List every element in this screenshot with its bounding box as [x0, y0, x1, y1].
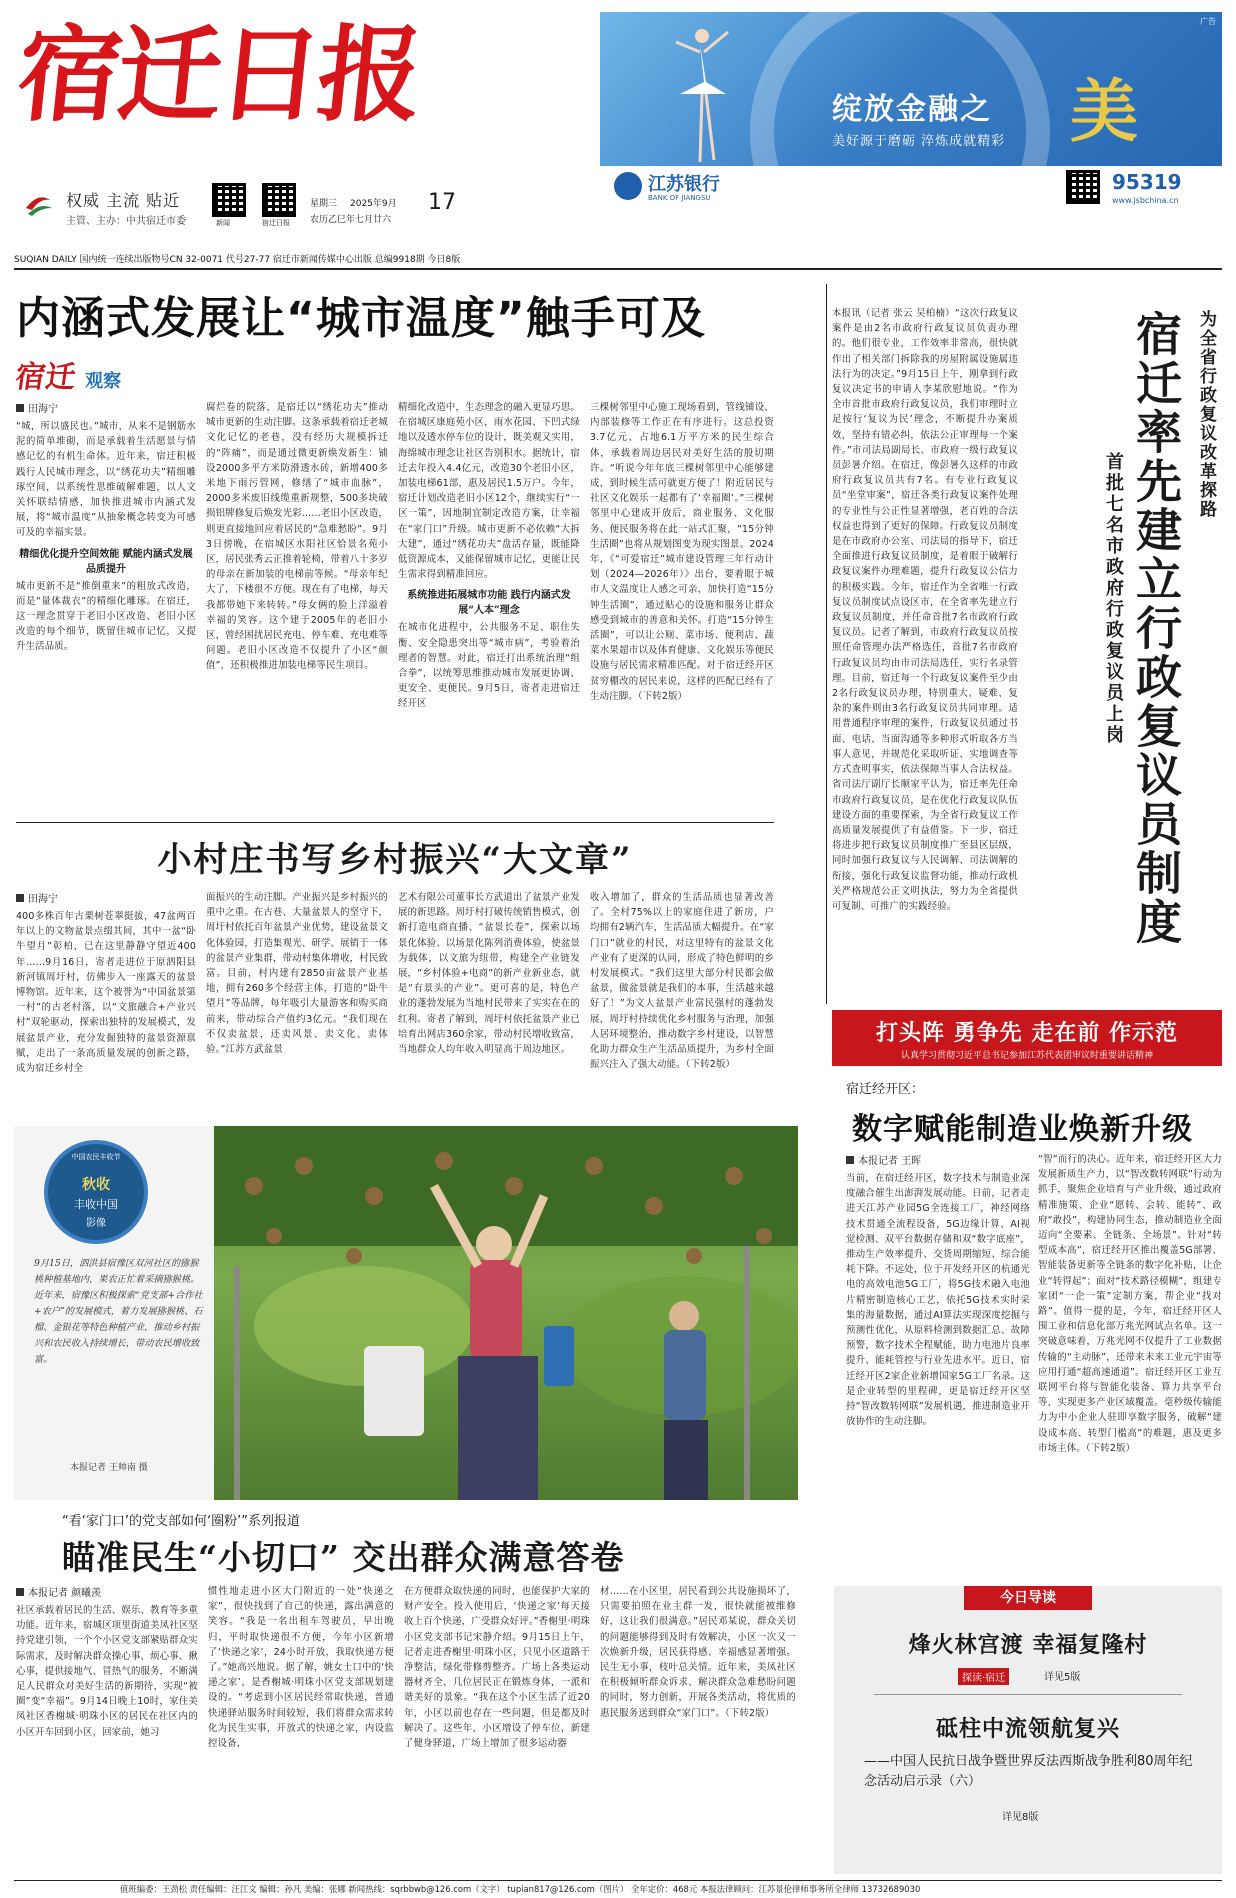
day-number: 17	[428, 190, 456, 215]
guide-item2-title[interactable]: 砥柱中流领航复兴	[935, 1717, 1120, 1742]
badge-sub-2: 影像	[86, 1218, 106, 1229]
party-col-2	[208, 1584, 394, 1866]
side-subtitle: 首批七名市政府行政复议员上岗	[1103, 452, 1124, 746]
masthead-logo-icon	[22, 188, 54, 220]
top-rule	[14, 268, 1222, 270]
banner-title: 打头阵 勇争先 走在前 作示范	[876, 1021, 1178, 1046]
column-tag: 观察	[85, 371, 122, 392]
bank-advertisement[interactable]	[600, 12, 1222, 208]
econ-headline: 数字赋能制造业焕新升级	[852, 1112, 1193, 1147]
village-col-4	[590, 890, 774, 1120]
qr-code-2[interactable]	[262, 183, 296, 217]
lead-col-4	[590, 400, 774, 820]
ad-subline: 美好源于磨砺 淬炼成就精彩	[832, 134, 1006, 149]
lead-col-1	[16, 400, 196, 820]
qr-label-2: 宿迁日报	[262, 219, 290, 227]
party-col4-text: 材……在小区里，居民看到公共设施损坏了，只需要拍照在业主群一发，很快就能被维修好，这让我们很满意。”居民邓某说，群众关切的问题能够得到及时有效解决，小区一次又一次焕新升级，居民获得感、幸福感显著增强。民生无小事，枝叶总关情。近年来，美凤社区在积极倾听群众诉求、解决群众急难愁盼问题的同时，努力创新，开展各类活动，将优质的惠民服务送到群众“家门口”。（下转2版）	[600, 1586, 796, 1719]
lead-divider	[16, 822, 774, 823]
party-kicker: “看‘家门口’的党支部如何‘圈粉’”系列报道	[62, 1514, 300, 1529]
campaign-banner	[832, 1010, 1222, 1066]
bank-name-en: BANK OF JIANGSU	[648, 194, 711, 202]
lead-headline: 内涵式发展让“城市温度”触手可及	[16, 293, 706, 344]
date: 2025年9月	[350, 199, 397, 209]
lead-col4-text: 三棵树邻里中心施工现场看到，管线铺设、内部装修等工作正在有序进行。这总投资3.7亿元、占地6.1万平方米的民生综合体，承载着周边居民对美好生活的殷切期许。“听说今年年底三棵树邻里中心能够建成，到时候生活可就更方便了！附近居民与社区文化娱乐一起都有了‘幸福圈’。”三棵树邻里中心建成开放后，商业服务、文化服务、便民服务将在此一站式汇聚，“15分钟生活圈”也将从规划图变为现实图景。2024年，《“可爱宿迁”城市建设管理三年行动计划（2024—2026年）》出台，要着眼于城市人文温度让人感之可亲，加快打造“15分钟生活圈”，通过贴心的设施和服务让群众感受到城市的善意和关怀。打造“15分钟生活圈”，可以让公厕、菜市场、便利店、蔬菜水果超市以及体育健康、文化娱乐等便民设施与居民需求精准匹配。对于宿迁经开区贫穷棚改的居民来说，这样的匹配已经有了生动注脚。（下转2版）	[590, 402, 774, 702]
info-line: SUQIAN DAILY 国内统一连续出版物号CN 32-0071 代号27-77 宿迁市新闻传媒中心出版 总编9918期 今日8版	[14, 255, 461, 265]
photo-credit: 本报记者 王帅南 摄	[70, 1463, 148, 1473]
econ-byline: 本报记者 王晖	[846, 1152, 1030, 1167]
party-byline: 本报记者 颜曦羡	[16, 1584, 198, 1599]
column-logo	[13, 352, 196, 395]
qr-code-1[interactable]	[212, 183, 246, 217]
lead-col3b-text: 在城市化进程中，公共服务不足、职住失衡、安全隐患突出等“城市病”，考验着治理者的智慧。对此，宿迁打出系统治理“组合拳”，以统筹思维推动城市发展更协调、更安全、更便民。9月5日，寄者走进宿迁经开区	[398, 622, 580, 710]
side-text-body: 本报讯（记者 张云 吴柏楠）“这次行政复议案件是由2名市政府行政复议员负责办理的。他们很专业，工作效率非常高，很快就作出了相关部门拆除我的房屋附属设施属违法行为的决定。”9月15日上午，刚拿到行政复议决定书的申请人李某欣慰地说。“作为全市首批市政府行政复议员，我们审理时立足按行‘复议为民’理念，不断提升办案质效，坚持有错必纠，依法公正审理每一个案件。”市司法局副局长、市政府一级行政复议员彭暑介绍。在宿迁，像彭暑久这样的市政府行政复议员共有7名。有专业行政复议员“坐堂审案”，宿迁各类行政复议案件处理的专业性与公正性显著增强，老百姓的合法权益也得到了更好的保障。行政复议员制度是在市政府办公室、司法局的指导下，宿迁全面推进行政复议员制度，是着眼于破解行政复议案件办理难题，提升行政复议公信力的积极实践。今年，宿迁作为全省唯一行政复议员制度试点设区市，在全省率先建立行政复议员制度，并任命首批7名市政府行政复议员。记者了解到，市政府行政复议员按照任命管理办法严格选任，首批7名市政府行政复议员均由市司法局选任，实行名录管理。目前，宿迁每一个行政复议案件至少由2名行政复议员办理，特别重大、疑难、复杂的案件则由3名行政复议员共同审理。适用普通程序审理的案件，行政复议员通过书面、电话、当面沟通等多种形式听取各方当事人意见，并规范化采取听证、实地调查等方式查明事实，依法保障当事人合法权益。省司法厅副厅长顺家平认为，宿迁率先任命市政府行政复议员，是在优化行政复议队伍建设方面的重要探索，为全省行政复议工作高质量发展提供了有益借鉴。下一步，宿迁将进步把行政复议员制度推广至县区层级，同时加强行政复议与人民调解、司法调解的衔接，强化行政复议监督功能，推动行政机关严格规范公正文明执法，努力为全省提供可复制、可推广的实践经验。	[832, 308, 1018, 912]
bank-name: 江苏银行	[648, 174, 720, 195]
party-col1-text: 社区承载着居民的生活、娱乐、教育等多重功能。近年来，宿城区项里街道美凤社区坚持党建引领，一个个小区党支部紧贴群众实际需求，及时解决群众操心事、烦心事、揪心事，提供接地气、冒热气的服务，不断满足人民群众对美好生活的新期待，实现“被圈”变“幸福”。9月14日晚上10时，家住美凤社区香榭城·明珠小区的居民在社区内的小区开车回到小区，回家前，她习	[16, 1605, 198, 1738]
footer-rule	[14, 1880, 1222, 1881]
guide-header: 今日导读	[964, 1586, 1092, 1610]
party-col3-text: 在方便群众取快递的同时，也能保护大家的财产安全。投入使用后，‘快递之家’每天接收上百个快递，广受群众好评。”香榭里·明珠小区党支部书记宋静介绍。9月15日上午，记者走进香榭里·明珠小区，只见小区道路干净整洁，绿化带修剪整齐。广场上各类运动器材齐全，几位居民正在锻炼身体，一派和谐美好的景象。“我在这个小区生活了近20年，小区以前也存在一些问题，但是都及时解决了。这些年，小区增设了停车位，新建了健身驿道，广场上增加了很多运动器	[404, 1586, 590, 1750]
sponsor-line: 主管、主办：中共宿迁市委	[66, 216, 186, 227]
econ-col-2	[1038, 1152, 1222, 1572]
village-col-3	[398, 890, 580, 1120]
village-headline: 小村庄书写乡村振兴“大文章”	[157, 840, 633, 880]
side-headline: 宿迁率先建立行政复议员制度	[1129, 310, 1183, 947]
footer-text: 值班编委：王劲松 责任编辑：汪江文 编辑：孙凡 美编：张娜 新闻热线：sqrbbwb@126.com（文字） tupian817@126.com（图片） 全年定价：468元 本报法律顾问：江苏景伦律师事务所全律师 13732689030	[120, 1884, 921, 1894]
village-col3-text: 艺术有限公司董事长方武道出了盆景产业发展的新思路。周圩村打破传统销售模式，创新打造电商直播、“盆景长卷”，探索以场景化体验、以场景化陈列消费体验，使盆景为载体，以文旅为纽带，构建全产业链发展，“乡村体验+电商”的新产业新业态，就是“有景头的产业”。更可喜的是，特色产业的蓬勃发展为当地村民带来了实实在在的红利。寄者了解到，周圩村依托盆景产业已培育出网店360余家，带动村民增收致富，当地群众人均年收入明显高于周边地区。	[398, 892, 580, 1056]
qr-label-1: 新闻	[216, 219, 230, 227]
ad-qr-code[interactable]	[1066, 170, 1100, 204]
ballerina-figure	[670, 22, 730, 172]
econ-col-1	[846, 1152, 1030, 1572]
ad-headline: 绽放金融之	[832, 92, 992, 127]
side-text	[832, 306, 1018, 1006]
village-col-2	[206, 890, 388, 1120]
lead-col1b-text: 城市更新不是“推倒重来”的粗放式改造，而是“量体裁衣”的精细化雕琢。在宿迁，这一理念贯穿于老旧小区改造、老旧小区改造的每个细节，既留住城市记忆，又提升生活品质。	[16, 580, 196, 653]
lunar-date: 农历乙巳年七月廿六	[310, 215, 392, 225]
side-kicker: 为全省行政复议改革探路	[1196, 310, 1216, 519]
lead-col3-text: 精细化改造中，生态理念的融入更显巧思。在宿城区康庭苑小区，雨水花园、下凹式绿地以及透水停车位的设计，既美观又实用，海绵城市理念让社区告别积水。据统计，宿迁去年投入4.4亿元，改造30个老旧小区，加装电梯61部，惠及居民1.5万户。今年，宿迁计划改造老旧小区12个，继续实行“一区一策”，因地制宜制定改造方案，让幸福在“家门口”升级。城市更新不必依赖“大拆大建”，通过“绣花功夫”盘活存量，既能降低资源成本，又能保留城市记忆，更能让民生需求得到精准回应。	[398, 402, 580, 581]
village-col2-text: 面振兴的生动注脚。产业振兴是乡村振兴的重中之重。在古巷、大量盆景人的坚守下，周圩村依托百年盆景产业优势，建设盆景文化体验园，打造集观光、研学、展销于一体的盆景产业集群，带动村集体增收，村民致富。目前，村内建有2850亩盆景产业基地，拥有260多个经营主体，打造的“卧牛望月”等品牌，每年吸引大量游客和购买商前来，带动综合产值约3亿元。“我们现在不仅卖盆景，还卖风景、卖文化、卖体验。”江苏方武盆景	[206, 892, 388, 1056]
bank-hotline: 95319	[1112, 170, 1182, 194]
bank-logo-icon	[614, 172, 642, 200]
badge-sub: 丰收中国	[74, 1198, 118, 1211]
village-col-1	[16, 890, 196, 1120]
harvest-badge	[44, 1140, 148, 1244]
guide-item2-subtitle: ——中国人民抗日战争暨世界反法西斯战争胜利80周年纪念活动启示录（六）	[864, 1754, 1193, 1789]
party-headline: 瞄准民生“小切口” 交出群众满意答卷	[62, 1538, 625, 1577]
party-col-4	[600, 1584, 796, 1866]
newspaper-title: 宿迁日报	[11, 13, 425, 136]
econ-col2-text: “智”而行的决心。近年来，宿迁经开区大力发展新质生产力，以“智改数转网联”行动为抓手，聚焦企业培育与产业升级，通过政府精准施策、企业“愿转、会转、能转”、政府“敢投”，构建协同生态，推动制造业全面迈向“全要素、全链条、全场景”。针对“转型成本高”，宿迁经开区推出覆盖5G部署、智能装备更新等全链条的数字化补贴，让企业“转得起”；面对“技术路径模糊”，组建专家团“一企一策”定制方案，帮企业“找对路”。值得一提的是，今年，宿迁经开区人围工业和信息化部万兆光网试点名单。这一突破意味着，万兆光网不仅提升了工业数据传输的“主动脉”，还带来未来工业元宇宙等应用打通“超高速通道”。宿迁经开区工业互联网平台将与智能化装备、算力共享平台等，实现更多产业区域覆盖。毫秒级传输能力为中小企业人驻即享数字服务，破解“建设成本高、转型门槛高”的难题，惠及更多市场主体。（下转2版）	[1038, 1154, 1222, 1454]
lead-subhead-1: 精细优化提升空间效能 赋能内涵式发展品质提升	[19, 548, 193, 575]
party-col-3	[404, 1584, 590, 1866]
side-column-rule	[826, 284, 827, 1004]
party-col-1	[16, 1584, 198, 1866]
guide-separator	[874, 1694, 1182, 1695]
econ-col1-text: 当前，在宿迁经开区，数字技术与制造业深度融合催生出澎湃发展动能。日前，记者走进天江苏产业园5G全连接工厂，神经网络技术贯通全流程设备，5G边缘计算、AI视觉检测、双平台数据存储和双“数字底座”，推动生产效率提升、交货周期缩短、综合能耗下降。不远处，位于开发经开区的杭通光电的高效电池5G工厂，将5G技术融入电池片精密制造核心工艺，依托5G技术实时采集的海量数据，通过AI算法实现深度挖掘与预测性优化，从原料检测到数据汇总、故障预警，数字技术全程赋能，助力电池片良率提升、能耗管控与行业先进水平。近日，宿迁经开区2家企业新增国家5G工厂名录。这是企业转型的里程碑，更是宿迁经开区坚持“智改数转网联”发展机遇，推进制造业开放协作的生动注脚。	[846, 1173, 1030, 1428]
guide-item1-tag: 探读·宿迁	[958, 1668, 1009, 1685]
badge-title: 秋收	[82, 1177, 110, 1193]
weekday: 星期三	[310, 199, 338, 209]
column-logo-text: 宿迁	[13, 360, 78, 395]
badge-ring-text: 中国农民丰收节	[71, 1153, 121, 1161]
guide-item2-page: 详见8版	[1002, 1812, 1039, 1823]
photo-caption: 9月15日，泗洪县宿豫区双河社区的猕猴桃种植基地内，果农正忙着采摘猕猴桃。近年来，宿豫区积极探索“党支部+合作社+农户”的发展模式，着力发展猕猴桃、石榴、金银花等特色种植产业，推动乡村振兴和农民收入持续增长，带动农民增收致富。	[34, 1258, 203, 1365]
bank-url: www.jsbchina.cn	[1112, 196, 1179, 205]
slogan: 权威 主流 贴近	[66, 191, 181, 210]
party-col2-text: 惯性地走进小区大门附近的一处“快递之家”，很快找到了自己的快递，露出满意的笑容。“我是一名出租车驾驶员，早出晚归，平时取快递很不方便，今年小区新增了‘快递之家’，24小时开放，我取快递方便了。”她高兴地说。据了解，姚女士口中的‘快递之家’，是香榭城·明珠小区党支部规划建设的。“考虑到小区居民经常取快递，普通快递驿站服务时间较短，我们将群众需求转化为民生实事，开放式的快递之家，内设监控设备，	[208, 1586, 394, 1750]
lead-subhead-2: 系统推进拓展城市功能 践行内涵式发展“人本”理念	[407, 590, 571, 617]
lead-col1-text: “城，所以盛民也。”城市，从来不是钢筋水泥的简单堆砌，而是承载着生活愿景与情感记忆的有机生命体。近年来，宿迁积极践行人民城市理念，以“绣花功夫”精细雕琢空间，以系统性思维破解难题，以人文关怀联结情感，加快推进城市内涵式发展，将“城市温度”从抽象概念转变为可感可及的幸福实景。	[16, 421, 196, 539]
lead-col-3	[398, 400, 580, 820]
econ-kicker: 宿迁经开区：	[846, 1082, 925, 1097]
lead-col2-text: 腐烂卷的院落，是宿迁以“绣花功夫”推动城市更新的生动注脚。这条承载着宿迁老城文化记忆的老巷，没有经历大规模拆迁的“阵痛”，而是通过微更新焕发新生：铺设2000多平方米防滑透水砖，新增400多米地下雨污管网，修缮了“城市血脉”，2000多米废旧线缆重新规整，500多块破损铝牌修复后焕发光彩……老旧小区改造，则更直接地回应着居民的“急难愁盼”。9月3日傍晚，在宿城区水阳社区恰景名苑小区，居民张秀云正推着轮椅，带着八十多岁的母亲在新加装的电梯前等候。“母亲年纪大了，下楼很不方便。现在有了电梯，每天我都带她下来转转。”母女俩的脸上洋溢着幸福的笑容。这个建于2005年的老旧小区，曾经困扰居民充电、停车难、充电难等问题。老旧小区改造不仅提升了小区“颜值”，还积极推进加装电梯等民生项目。	[206, 402, 388, 672]
banner-subtitle: 认真学习贯彻习近平总书记参加江苏代表团审议时重要讲话精神	[900, 1051, 1153, 1061]
lead-byline: 田海宁	[16, 400, 196, 415]
guide-item1-page: 详见5版	[1044, 1672, 1081, 1683]
village-byline: 田海宁	[16, 890, 196, 905]
photo-block	[14, 1126, 798, 1500]
kiwi-orchard-photo	[214, 1126, 798, 1500]
guide-item1-title[interactable]: 烽火林宫渡 幸福复隆村	[908, 1633, 1148, 1658]
lead-col-2	[206, 400, 388, 820]
ad-tag: 广告	[1200, 17, 1216, 26]
village-col1-text: 400多株百年古栗树苍翠挺拔，47盆两百年以上的文物盆景点缀其间，其中一盆“卧牛望月”彰柏，已在这里静静守望近400年……9月16日，寄者走进位于原泗阳县新河镇周圩村，仿佛步入一座露天的盆景博物馆。近年来，这个被誉为“中国盆景第一村”的古老村落，以“文旅融合+产业兴村”双轮驱动，探索出独特的发展模式，发展盆景产业，充分发掘独特的盆景资源禀赋，走出了一条高质量发展的创新之路，成为宿迁乡村全	[16, 911, 196, 1075]
ad-headline-big: 美	[1070, 72, 1139, 152]
todays-guide	[834, 1586, 1222, 1874]
village-col4-text: 收入增加了，群众的生活品质也显著改善了。全村75%以上的家庭住进了新房，户均拥有2辆汽车，生活品质大幅提升。在“家门口”就业的村民，对这里特有的盆景文化产业有了更深的认同，形成了特色鲜明的乡村发展模式。“我们这里大部分村民都会做盆景，做盆景就是我们的本事，生活越来越好了！”为文人盆景产业富民强村的蓬勃发展，周圩村持续优化乡村服务与治理，加强人居环境整治，推动数字乡村建设，以智慧化助力群众生产生活品质提升，为乡村全面振兴注入了强大动能。（下转2版）	[590, 892, 774, 1071]
